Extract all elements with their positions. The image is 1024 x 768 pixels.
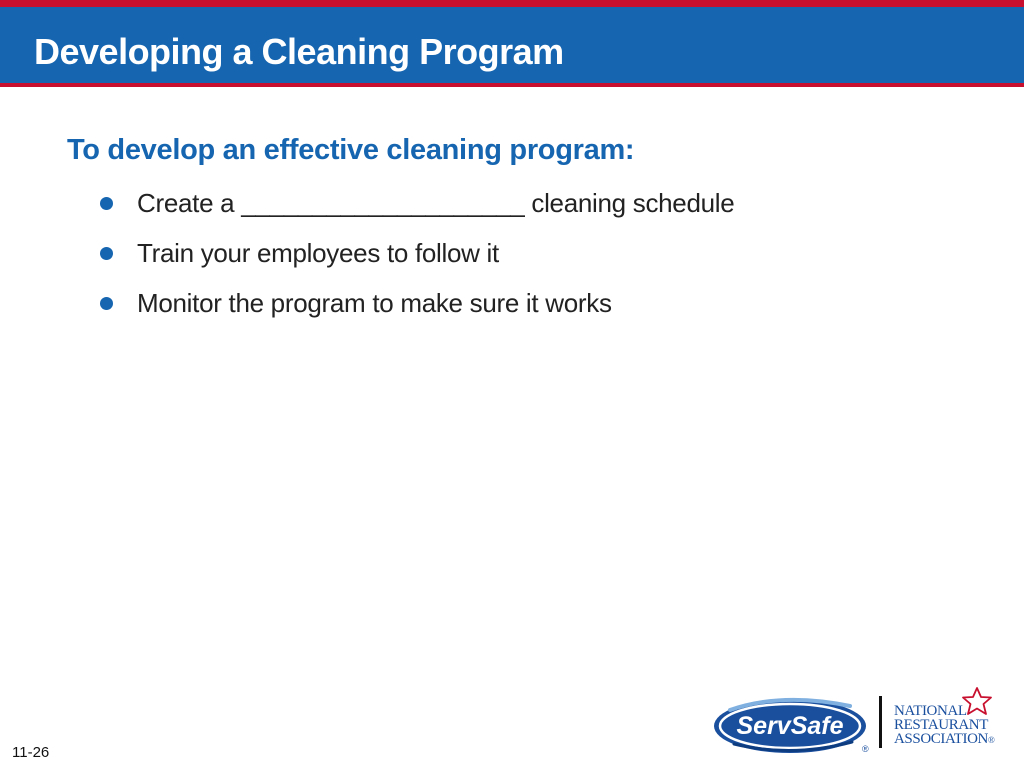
title-underline-stripe — [0, 83, 1024, 87]
bullet-item — [100, 184, 734, 234]
nra-reg-mark: ® — [987, 735, 995, 745]
slide-title: Developing a Cleaning Program — [34, 31, 564, 72]
title-bar — [0, 7, 1024, 83]
footer-logos — [712, 686, 1012, 758]
logo-divider — [879, 696, 882, 748]
bullet-text: Train your employees to follow it — [137, 238, 499, 268]
nra-logo-line: RESTAURANT — [894, 717, 988, 733]
bullet-text: Create a ____________________ cleaning schedule — [137, 188, 735, 218]
nra-logo-line: ASSOCIATION® — [894, 731, 995, 747]
bullet-list — [100, 184, 734, 334]
bullet-item — [100, 284, 734, 334]
servsafe-logo-text: ServSafe — [736, 712, 844, 740]
bullet-dot-icon — [100, 297, 113, 310]
top-accent-stripe — [0, 0, 1024, 7]
bullet-item — [100, 234, 734, 284]
bullet-text: Monitor the program to make sure it works — [137, 288, 612, 318]
bullet-dot-icon — [100, 197, 113, 210]
star-outline-icon — [960, 686, 994, 716]
lead-heading: To develop an effective cleaning program: — [67, 134, 635, 166]
slide-number: 11-26 — [12, 744, 50, 761]
servsafe-logo — [712, 690, 872, 756]
nra-logo-line: NATIONAL — [894, 703, 967, 719]
bullet-dot-icon — [100, 247, 113, 260]
servsafe-reg-mark: ® — [862, 744, 869, 754]
